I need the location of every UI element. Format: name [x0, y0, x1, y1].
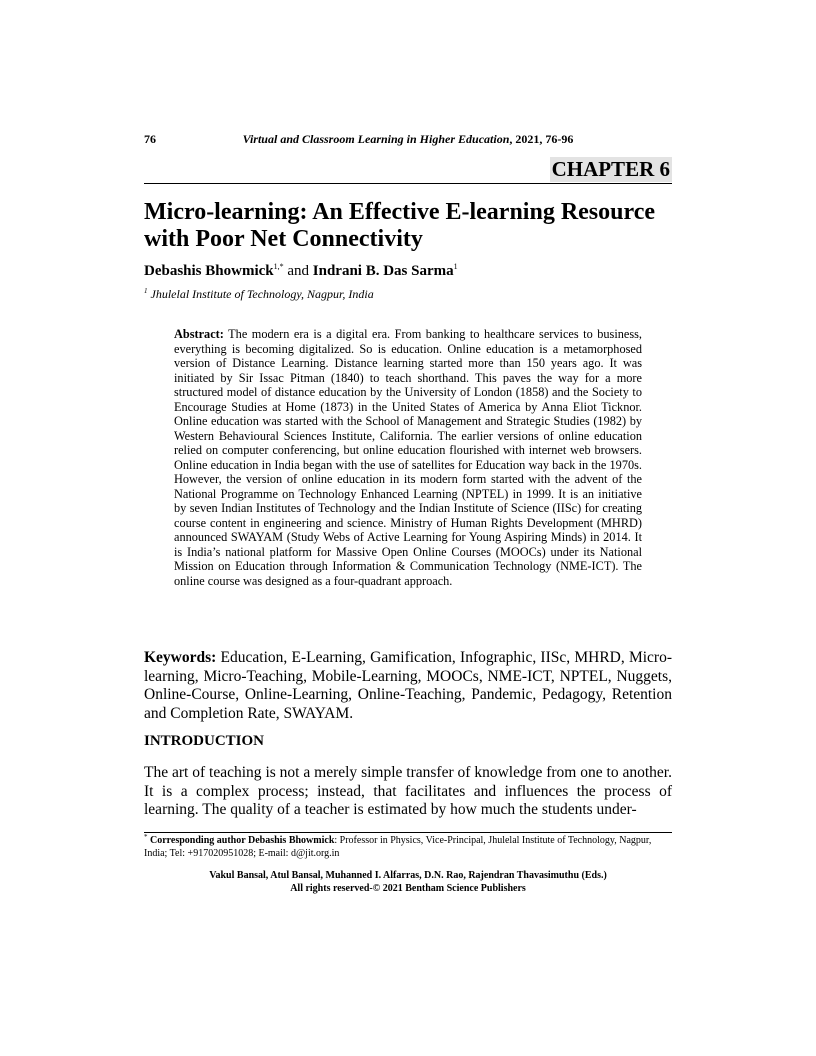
author-superscript: 1,* [273, 262, 284, 271]
footnote [144, 835, 672, 860]
footnote-label: Corresponding author Debashis Bhowmick [147, 835, 335, 846]
page-number: 76 [144, 132, 156, 146]
author-conjunction: and [283, 263, 313, 279]
affiliation-text: Jhulelal Institute of Technology, Nagpur, India [147, 287, 374, 301]
rights-line: All rights reserved-© 2021 Bentham Science Publishers [290, 882, 526, 894]
author-superscript: 1 [453, 262, 458, 271]
author-name: Debashis Bhowmick [144, 263, 274, 279]
publisher-info [144, 870, 672, 895]
footnote-marker: * [144, 833, 148, 841]
chapter-title: Micro-learning: An Effective E-learning Resource with Poor Net Connectivity [144, 199, 656, 252]
keywords [144, 649, 672, 723]
section-heading: INTRODUCTION [144, 733, 265, 749]
abstract [174, 327, 642, 588]
author-line [144, 263, 458, 280]
footnote-rule [144, 832, 672, 833]
author-name: Indrani B. Das Sarma [312, 263, 454, 279]
affiliation [144, 287, 374, 302]
footnote-text: : Professor in Physics, Vice-Principal, Jhulelal Institute of Technology, Nagpur, India; Tel: +917020951028; E-mail: d@jit.org.in [144, 835, 652, 859]
running-header [144, 132, 672, 147]
journal-details: , 2021, 76-96 [509, 132, 574, 146]
affiliation-superscript: 1 [144, 287, 148, 295]
keywords-text: Education, E-Learning, Gamification, Infographic, IISc, MHRD, Micro-learning, Micro-Teaching, Mobile-Learning, MOOCs, NME-ICT, NPTEL, Nuggets, Online-Course, Online-Learning, Online-Teaching, Pandemic, Pedagogy, Retention and Completion Rate, SWAYAM. [144, 649, 672, 722]
keywords-label: Keywords: [144, 649, 217, 666]
editors-line: Vakul Bansal, Atul Bansal, Muhanned I. Alfarras, D.N. Rao, Rajendran Thavasimuthu (Eds.) [209, 870, 607, 881]
body-paragraph: The art of teaching is not a merely simple transfer of knowledge from one to another. It is a complex process; instead, that facilitates and influences the process of learning. The quality of a teacher is estimated by how much the students under- [144, 764, 672, 818]
abstract-text: The modern era is a digital era. From banking to healthcare services to business, everything is becoming digitalized. So is education. Online education is a metamorphosed version of Distance Learning. Distance learning started more than 150 years ago. It was initiated by Sir Issac Pitman (1840) to teach shorthand. This paves the way for a more structured model of distance education by the University of London (1858) and the Society to Encourage Studies at Home (1873) in the United States of America by Anna Eliot Ticknor. Online education was started with the School of Management and Strategic Studies (1982) by Western Behavioural Sciences Institute, California. The earlier versions of online education relied on computer conferencing, but online education flourished with internet web browsers. Online education in India began with the use of satellites for Education way back in the 1970s. However, the version of online education in its modern form started with the advent of the National Programme on Technology Enhanced Learning (NPTEL) in 1999. It is an initiative by seven Indian Institutes of Technology and the Indian Institute of Science (IISc) for creating course content in engineering and science. Ministry of Human Rights Development (MHRD) announced SWAYAM (Study Webs of Active Learning for Young Aspiring Minds) in 2014. It is India’s national platform for Massive Open Online Courses (MOOCs) under its National Mission on Education through Information & Communication Technology (NME-ICT). The online course was designed as a four-quadrant approach. [174, 327, 642, 588]
abstract-label: Abstract: [174, 327, 224, 341]
chapter-rule [144, 183, 672, 184]
chapter-label: CHAPTER 6 [551, 157, 670, 181]
journal-title: Virtual and Classroom Learning in Higher Education [242, 132, 510, 146]
